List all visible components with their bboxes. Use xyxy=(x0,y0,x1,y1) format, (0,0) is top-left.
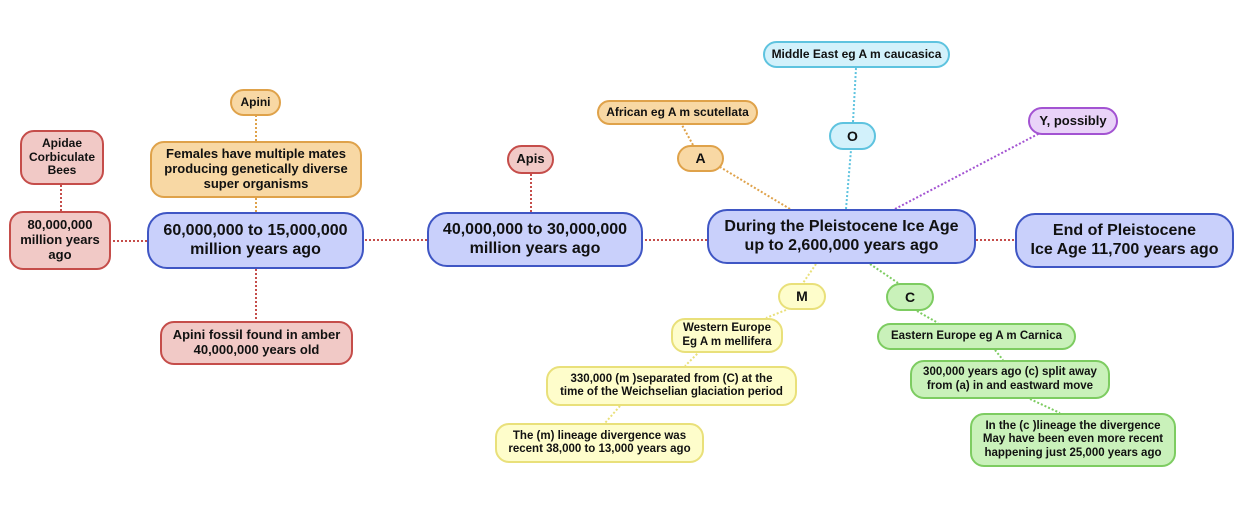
node-40-30-mya[interactable]: 40,000,000 to 30,000,000 million years ago xyxy=(427,212,643,267)
link-330-divergence xyxy=(605,406,620,423)
node-lineage-y[interactable]: Y, possibly xyxy=(1028,107,1118,135)
node-lineage-a[interactable]: A xyxy=(677,145,724,172)
link-pleistocene-a xyxy=(720,167,790,209)
link-300-divergence xyxy=(1030,399,1060,413)
link-c-eastern xyxy=(917,311,938,323)
node-c-300000[interactable]: 300,000 years ago (c) split away from (a) in and eastward move xyxy=(910,360,1110,399)
link-pleistocene-y xyxy=(895,133,1040,209)
link-pleistocene-c xyxy=(870,264,898,283)
node-african[interactable]: African eg A m scutellata xyxy=(597,100,758,125)
node-end-pleistocene[interactable]: End of Pleistocene Ice Age 11,700 years ago xyxy=(1015,213,1234,268)
node-lineage-m[interactable]: M xyxy=(778,283,826,310)
link-a-african xyxy=(682,125,693,145)
node-middle-east[interactable]: Middle East eg A m caucasica xyxy=(763,41,950,68)
node-c-divergence[interactable]: In the (c )lineage the divergence May have been even more recent happening just 25,000 years ago xyxy=(970,413,1176,467)
node-lineage-c[interactable]: C xyxy=(886,283,934,311)
node-females-multiple-mates[interactable]: Females have multiple mates producing genetically diverse super organisms xyxy=(150,141,362,198)
node-apini[interactable]: Apini xyxy=(230,89,281,116)
node-apidae[interactable]: Apidae Corbiculate Bees xyxy=(20,130,104,185)
node-western-europe[interactable]: Western Europe Eg A m mellifera xyxy=(671,318,783,353)
node-pleistocene[interactable]: During the Pleistocene Ice Age up to 2,600,000 years ago xyxy=(707,209,976,264)
link-m-western xyxy=(766,310,786,318)
link-western-330 xyxy=(685,351,700,366)
node-60-15-mya[interactable]: 60,000,000 to 15,000,000 million years ago xyxy=(147,212,364,269)
link-pleistocene-m xyxy=(803,264,816,283)
node-apis[interactable]: Apis xyxy=(507,145,554,174)
node-80-mya[interactable]: 80,000,000 million years ago xyxy=(9,211,111,270)
node-m-330000[interactable]: 330,000 (m )separated from (C) at the time of the Weichselian glaciation period xyxy=(546,366,797,406)
node-eastern-europe[interactable]: Eastern Europe eg A m Carnica xyxy=(877,323,1076,350)
link-eastern-300 xyxy=(995,350,1003,360)
link-pleistocene-o xyxy=(846,150,851,209)
node-apini-fossil[interactable]: Apini fossil found in amber 40,000,000 years old xyxy=(160,321,353,365)
node-m-divergence[interactable]: The (m) lineage divergence was recent 38,000 to 13,000 years ago xyxy=(495,423,704,463)
link-o-middleeast xyxy=(853,68,856,122)
node-lineage-o[interactable]: O xyxy=(829,122,876,150)
